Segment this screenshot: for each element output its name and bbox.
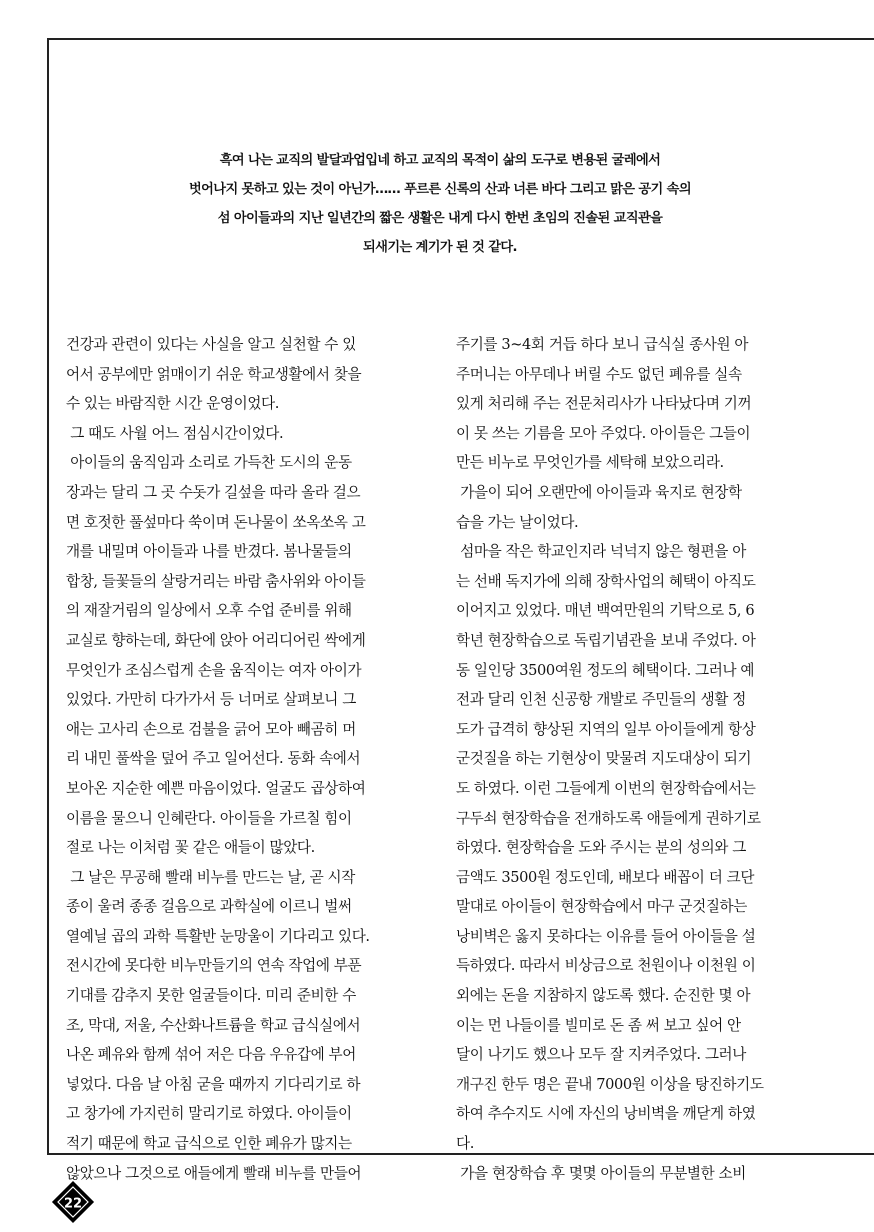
text-line: 금액도 3500원 정도인데, 배보다 배꼽이 더 크단 <box>456 868 755 886</box>
text-line: 습을 가는 날이었다. <box>456 513 579 531</box>
text-line: 보아온 지순한 예쁜 마음이었다. 얼굴도 곱상하여 <box>66 779 366 797</box>
text-line: 도가 급격히 향상된 지역의 일부 아이들에게 항상 <box>456 720 756 738</box>
text-line: 적기 때문에 학교 급식으로 인한 폐유가 많지는 <box>66 1135 352 1153</box>
left-column <box>66 330 436 1188</box>
text-line: 넣었다. 다음 날 아침 굳을 때까지 기다리기로 하 <box>66 1075 361 1093</box>
intro-line: 흑여 나는 교직의 발달과업입네 하고 교직의 목적이 삶의 도구로 변용된 굴레에서 <box>219 153 661 168</box>
text-line: 득하였다. 따라서 비상금으로 천원이나 이천원 이 <box>456 957 756 975</box>
text-line: 개를 내밀며 아이들과 나를 반겼다. 봄나물들의 <box>66 543 352 561</box>
text-line: 하여 추수지도 시에 자신의 낭비벽을 깨닫게 하였 <box>456 1105 756 1123</box>
text-line: 교실로 향하는데, 화단에 앉아 어리디어린 싹에게 <box>66 631 366 649</box>
text-line: 아이들의 움직임과 소리로 가득찬 도시의 운동 <box>66 454 352 472</box>
text-line: 건강과 관련이 있다는 사실을 알고 실천할 수 있 <box>66 336 356 353</box>
text-line: 있게 처리해 주는 전문처리사가 나타났다며 기꺼 <box>456 395 752 413</box>
intro-line: 벗어나지 못하고 있는 것이 아닌가…… 푸르른 신록의 산과 너른 바다 그리고 맑은 공기 속의 <box>189 182 691 197</box>
text-line: 애는 고사리 손으로 검불을 긁어 모아 빼곰히 머 <box>66 720 356 738</box>
text-line: 무엇인가 조심스럽게 손을 움직이는 여자 아이가 <box>66 661 362 679</box>
text-line: 하였다. 현장학습을 도와 주시는 분의 성의와 그 <box>456 839 746 857</box>
text-line: 있었다. 가만히 다가가서 등 너머로 살펴보니 그 <box>66 691 356 709</box>
text-line: 개구진 한두 명은 끝내 7000원 이상을 탕진하기도 <box>456 1075 764 1093</box>
text-line: 이어지고 있었다. 매년 백여만원의 기탁으로 5, 6 <box>456 602 755 620</box>
text-line: 전과 달리 인천 신공항 개발로 주민들의 생활 정 <box>456 691 746 709</box>
text-line: 열예닐 곱의 과학 특활반 눈망울이 기다리고 있다. <box>66 927 370 945</box>
right-column <box>456 330 826 1188</box>
text-line: 전시간에 못다한 비누만들기의 연속 작업에 부푼 <box>66 957 362 975</box>
text-line: 군것질을 하는 기현상이 맞물려 지도대상이 되기 <box>456 750 752 768</box>
intro-quote <box>120 146 760 262</box>
intro-line: 되새기는 계기가 된 것 같다. <box>363 240 517 255</box>
intro-line: 섬 아이들과의 지난 일년간의 짧은 생활은 내게 다시 한번 초임의 진솔된 교직관을 <box>217 211 663 226</box>
text-line: 나온 폐유와 함께 섞어 저은 다음 우유갑에 부어 <box>66 1046 356 1064</box>
text-line: 다. <box>456 1135 474 1153</box>
text-line: 주기를 3~4회 거듭 하다 보니 급식실 종사원 아 <box>456 336 749 353</box>
text-line: 절로 나는 이처럼 꽃 같은 애들이 많았다. <box>66 839 315 857</box>
text-line: 가을 현장학습 후 몇몇 아이들의 무분별한 소비 <box>456 1164 746 1182</box>
text-line: 이는 먼 나들이를 빌미로 돈 좀 써 보고 싶어 안 <box>456 1016 741 1034</box>
text-line: 도 하였다. 이런 그들에게 이번의 현장학습에서는 <box>456 779 756 797</box>
text-line: 달이 나기도 했으나 모두 잘 지켜주었다. 그러나 <box>456 1046 746 1064</box>
text-line: 이름을 물으니 인혜란다. 아이들을 가르칠 힘이 <box>66 809 352 827</box>
text-line: 리 내민 풀싹을 덮어 주고 일어선다. 동화 속에서 <box>66 750 361 768</box>
text-line: 말대로 아이들이 현장학습에서 마구 군것질하는 <box>456 898 747 916</box>
text-line: 조, 막대, 저울, 수산화나트륨을 학교 급식실에서 <box>66 1016 361 1034</box>
text-line: 면 호젓한 풀섶마다 쑥이며 돈나물이 쏘옥쏘옥 고 <box>66 513 366 531</box>
text-line: 어서 공부에만 얽매이기 쉬운 학교생활에서 찾을 <box>66 365 362 383</box>
text-line: 만든 비누로 무엇인가를 세탁해 보았으리라. <box>456 454 724 472</box>
text-line: 주머니는 아무데나 버릴 수도 없던 폐유를 실속 <box>456 365 742 383</box>
text-line: 그 날은 무공해 빨래 비누를 만드는 날, 곧 시작 <box>66 868 355 886</box>
text-line: 고 창가에 가지런히 말리기로 하였다. 아이들이 <box>66 1105 352 1123</box>
text-line: 종이 울려 종종 걸음으로 과학실에 이르니 벌써 <box>66 898 352 916</box>
text-line: 가을이 되어 오랜만에 아이들과 육지로 현장학 <box>456 483 742 501</box>
text-line: 의 재잘거림의 일상에서 오후 수업 준비를 위해 <box>66 602 352 620</box>
page-number-badge <box>51 1180 95 1224</box>
text-line: 외에는 돈을 지참하지 않도록 했다. 순진한 몇 아 <box>456 987 751 1005</box>
text-line: 기대를 감추지 못한 얼굴들이다. 미리 준비한 수 <box>66 987 356 1005</box>
text-line: 장과는 달리 그 곳 수돗가 길섶을 따라 올라 걸으 <box>66 483 361 501</box>
text-line: 이 못 쓰는 기름을 모아 주었다. 아이들은 그들이 <box>456 424 751 442</box>
text-line: 섬마을 작은 학교인지라 넉넉지 않은 형편을 아 <box>456 543 746 561</box>
page-number: 22 <box>63 1196 83 1212</box>
text-line: 는 선배 독지가에 의해 장학사업의 혜택이 아직도 <box>456 572 756 590</box>
text-line: 않았으나 그것으로 애들에게 빨래 비누를 만들어 <box>66 1164 362 1182</box>
text-line: 동 일인당 3500여원 정도의 혜택이다. 그러나 예 <box>456 661 755 679</box>
text-line: 학년 현장학습으로 독립기념관을 보내 주었다. 아 <box>456 631 756 649</box>
text-line: 수 있는 바람직한 시간 운영이었다. <box>66 395 279 413</box>
text-line: 그 때도 사월 어느 점심시간이었다. <box>66 424 284 442</box>
text-line: 합창, 들꽃들의 살랑거리는 바람 춤사위와 아이들 <box>66 572 366 590</box>
text-line: 구두쇠 현장학습을 전개하도록 애들에게 권하기로 <box>456 809 761 827</box>
text-line: 낭비벽은 옳지 못하다는 이유를 들어 아이들을 설 <box>456 927 756 945</box>
